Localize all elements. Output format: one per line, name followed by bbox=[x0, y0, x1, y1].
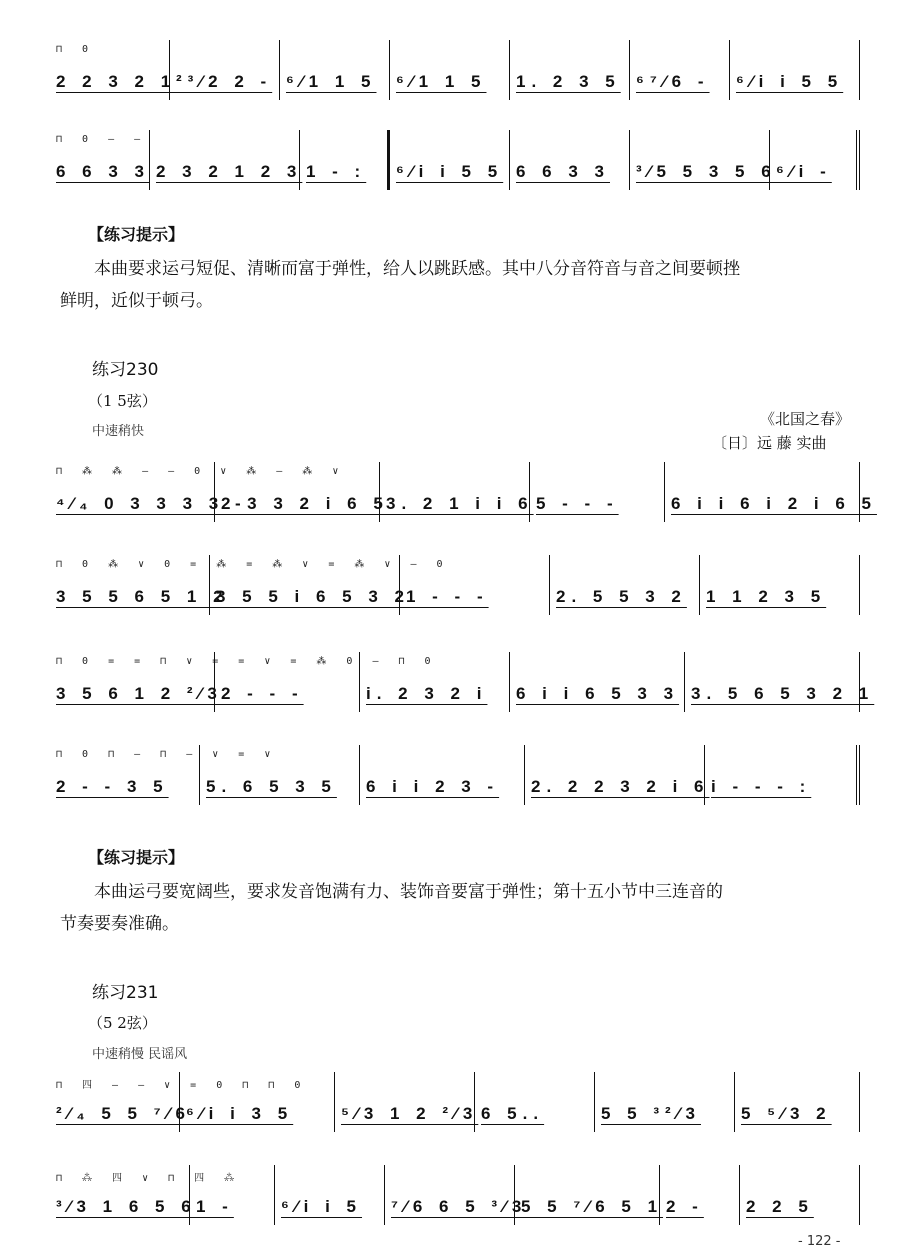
measure-notes: ⁶⁄i i 5 5 bbox=[396, 162, 504, 181]
measure bbox=[700, 555, 860, 615]
measure bbox=[530, 462, 665, 522]
measure-notes: 6 i i 6 5 3 3 bbox=[516, 684, 680, 703]
measure-notes: 2 2 5 bbox=[746, 1197, 814, 1216]
string-tuning: （5 2弦） bbox=[88, 1014, 157, 1032]
measure bbox=[740, 1165, 860, 1225]
page-number: - 122 - bbox=[798, 1234, 841, 1249]
measure-notes: 5 5 ³²⁄3 bbox=[601, 1104, 701, 1123]
bowing-marks: ⊓ 0 ⊓ — ⊓ — ∨ = ∨ bbox=[56, 749, 278, 760]
bowing-marks: ⊓ 0 = = ⊓ ∨ = = ∨ = ⁂ 0 — ⊓ 0 bbox=[56, 656, 438, 667]
measure bbox=[215, 462, 389, 522]
practice-hint-heading: 【练习提示】 bbox=[88, 848, 185, 867]
measure bbox=[180, 1072, 335, 1132]
bowing-marks: ⊓ 0 bbox=[56, 44, 96, 55]
measure-notes: ⁶⁄1 1 5 bbox=[286, 72, 377, 91]
song-source: 《北国之春》 bbox=[760, 410, 851, 428]
measure bbox=[360, 652, 510, 712]
repeat-end-measure bbox=[300, 130, 390, 190]
bowing-marks: ⊓ ⁂ 四 ∨ ⊓ 四 ⁂ bbox=[56, 1173, 242, 1184]
measure bbox=[200, 745, 360, 805]
measure-notes: 3 5 5 i 6 5 3 2 bbox=[216, 587, 410, 606]
measure bbox=[50, 745, 200, 805]
measure bbox=[525, 745, 710, 805]
practice-hint-line: 本曲运弓要宽阔些，要求发音饱满有力、装饰音要富于弹性；第十五小节中三连音的 bbox=[94, 882, 723, 902]
measure bbox=[510, 40, 630, 100]
measure bbox=[275, 1165, 385, 1225]
measure bbox=[50, 1165, 197, 1225]
practice-hint-heading: 【练习提示】 bbox=[88, 225, 185, 244]
measure bbox=[515, 1165, 664, 1225]
measure-notes: ⁶⁄1 1 5 bbox=[396, 72, 487, 91]
measure bbox=[50, 462, 247, 522]
measure bbox=[360, 745, 525, 805]
measure bbox=[280, 40, 390, 100]
measure-notes: ⁶⁄i i 5 bbox=[281, 1197, 363, 1216]
measure-notes: 5 - - - bbox=[536, 494, 619, 513]
measure bbox=[510, 652, 685, 712]
measure bbox=[660, 1165, 740, 1225]
measure bbox=[50, 652, 223, 712]
measure-notes: 1 - - - bbox=[406, 587, 489, 606]
measure-notes: 2 - - 3 5 bbox=[56, 777, 169, 796]
practice-hint-line: 本曲要求运弓短促、清晰而富于弹性，给人以跳跃感。其中八分音符音与音之间要顿挫 bbox=[94, 259, 740, 279]
repeat-final-measure bbox=[705, 745, 860, 805]
measure bbox=[400, 555, 550, 615]
measure-notes: ⁶⁷⁄6 - bbox=[636, 72, 710, 91]
staff-row-2 bbox=[50, 130, 865, 190]
measure-notes: 5. 6 5 3 5 bbox=[206, 777, 337, 796]
measure bbox=[685, 652, 875, 712]
measure-notes: ³⁄5 5 3 5 6 bbox=[636, 162, 777, 181]
measure bbox=[735, 1072, 860, 1132]
measure-notes: ²⁄₄ 5 5 ⁷⁄6 bbox=[56, 1104, 191, 1123]
practice-hint-line: 节奏要奏准确。 bbox=[60, 914, 179, 934]
staff-row-6 bbox=[50, 745, 865, 805]
measure-notes: 2 2 3 2 1 bbox=[56, 72, 177, 91]
measure bbox=[215, 652, 360, 712]
staff-row-4 bbox=[50, 555, 865, 615]
measure bbox=[385, 1165, 528, 1225]
measure-notes: 2. 2 2 3 2 i 6 bbox=[531, 777, 710, 796]
measure-notes: 1. 2 3 5 bbox=[516, 72, 621, 91]
tempo-marking: 中速稍慢 民谣风 bbox=[92, 1047, 188, 1062]
measure bbox=[630, 130, 777, 190]
measure-notes: 3 5 6 1 2 ²⁄3 bbox=[56, 684, 223, 703]
staff-row-8 bbox=[50, 1165, 865, 1225]
measure-notes: 3 5 5 6 5 1 2 bbox=[56, 587, 229, 606]
measure bbox=[510, 130, 630, 190]
measure bbox=[630, 40, 730, 100]
measure bbox=[390, 40, 510, 100]
measure-notes: ⁶⁄i - bbox=[776, 162, 832, 181]
staff-row-1 bbox=[50, 40, 865, 100]
measure-notes: ⁷⁄6 6 5 ³⁄3 bbox=[391, 1197, 528, 1216]
measure-notes: 5 ⁵⁄3 2 bbox=[741, 1104, 832, 1123]
bowing-marks: ⊓ ⁂ ⁂ — — 0 ∨ ⁂ — ⁂ ∨ bbox=[56, 466, 346, 477]
string-tuning: （1 5弦） bbox=[88, 392, 157, 410]
measure bbox=[665, 462, 877, 522]
measure-notes: 6 i i 2 3 - bbox=[366, 777, 500, 796]
measure-notes: 2 - bbox=[666, 1197, 704, 1216]
exercise-title: 练习230 bbox=[92, 360, 159, 380]
measure bbox=[475, 1072, 595, 1132]
measure-notes: 2. 5 5 3 2 bbox=[556, 587, 687, 606]
measure bbox=[150, 130, 303, 190]
measure bbox=[595, 1072, 735, 1132]
measure-notes: 2 3 2 1 2 3 bbox=[156, 162, 303, 181]
measure-notes: 2 - - - bbox=[221, 684, 304, 703]
staff-row-5 bbox=[50, 652, 875, 712]
tempo-marking: 中速稍快 bbox=[92, 424, 145, 439]
measure-notes: ²³⁄2 2 - bbox=[176, 72, 273, 91]
measure-notes: 6 6 3 3 bbox=[56, 162, 150, 181]
measure bbox=[380, 462, 534, 522]
measure bbox=[550, 555, 700, 615]
bowing-marks: ⊓ 0 — — bbox=[56, 134, 148, 145]
final-measure bbox=[770, 130, 860, 190]
exercise-title: 练习231 bbox=[92, 983, 159, 1003]
measure-notes: ⁵⁄3 1 2 ²⁄3 bbox=[341, 1104, 479, 1123]
measure-notes: i - - - : bbox=[711, 777, 812, 796]
measure bbox=[190, 1165, 275, 1225]
measure bbox=[335, 1072, 479, 1132]
measure bbox=[170, 40, 280, 100]
measure-notes: ⁴⁄₄ 0 3 3 3 3 - bbox=[56, 494, 247, 513]
measure-notes: i. 2 3 2 i bbox=[366, 684, 488, 703]
bowing-marks: ⊓ 四 — — ∨ = 0 ⊓ ⊓ 0 bbox=[56, 1080, 308, 1091]
staff-row-3 bbox=[50, 462, 877, 522]
staff-row-7 bbox=[50, 1072, 865, 1132]
measure-notes: 1 - bbox=[196, 1197, 234, 1216]
measure-notes: 3. 5 6 5 3 2 1 bbox=[691, 684, 875, 703]
measure bbox=[50, 555, 229, 615]
measure-notes: 6 6 3 3 bbox=[516, 162, 610, 181]
measure-notes: 2 3 3 2 i 6 5 bbox=[221, 494, 389, 513]
measure bbox=[50, 130, 150, 190]
measure-notes: 1 1 2 3 5 bbox=[706, 587, 827, 606]
measure-notes: 1 - : bbox=[306, 162, 367, 181]
measure-notes: 3. 2 1 i i 6 bbox=[386, 494, 534, 513]
practice-hint-line: 鲜明，近似于顿弓。 bbox=[60, 291, 213, 311]
measure-notes: 5 5 ⁷⁄6 5 1 bbox=[521, 1197, 664, 1216]
measure bbox=[390, 130, 510, 190]
measure-notes: ⁶⁄i i 3 5 bbox=[186, 1104, 294, 1123]
measure-notes: 6 i i 6 i 2 i 6 5 bbox=[671, 494, 877, 513]
measure-notes: 6 5.. bbox=[481, 1104, 545, 1123]
measure-notes: ³⁄3 1 6 5 6 bbox=[56, 1197, 197, 1216]
bowing-marks: ⊓ 0 ⁂ ∨ 0 = ⁂ = ⁂ ∨ = ⁂ ∨ — 0 bbox=[56, 559, 450, 570]
composer-credit: 〔日〕远 藤 实曲 bbox=[712, 434, 827, 452]
measure-notes: ⁶⁄i i 5 5 bbox=[736, 72, 844, 91]
measure bbox=[50, 40, 177, 100]
measure bbox=[730, 40, 860, 100]
